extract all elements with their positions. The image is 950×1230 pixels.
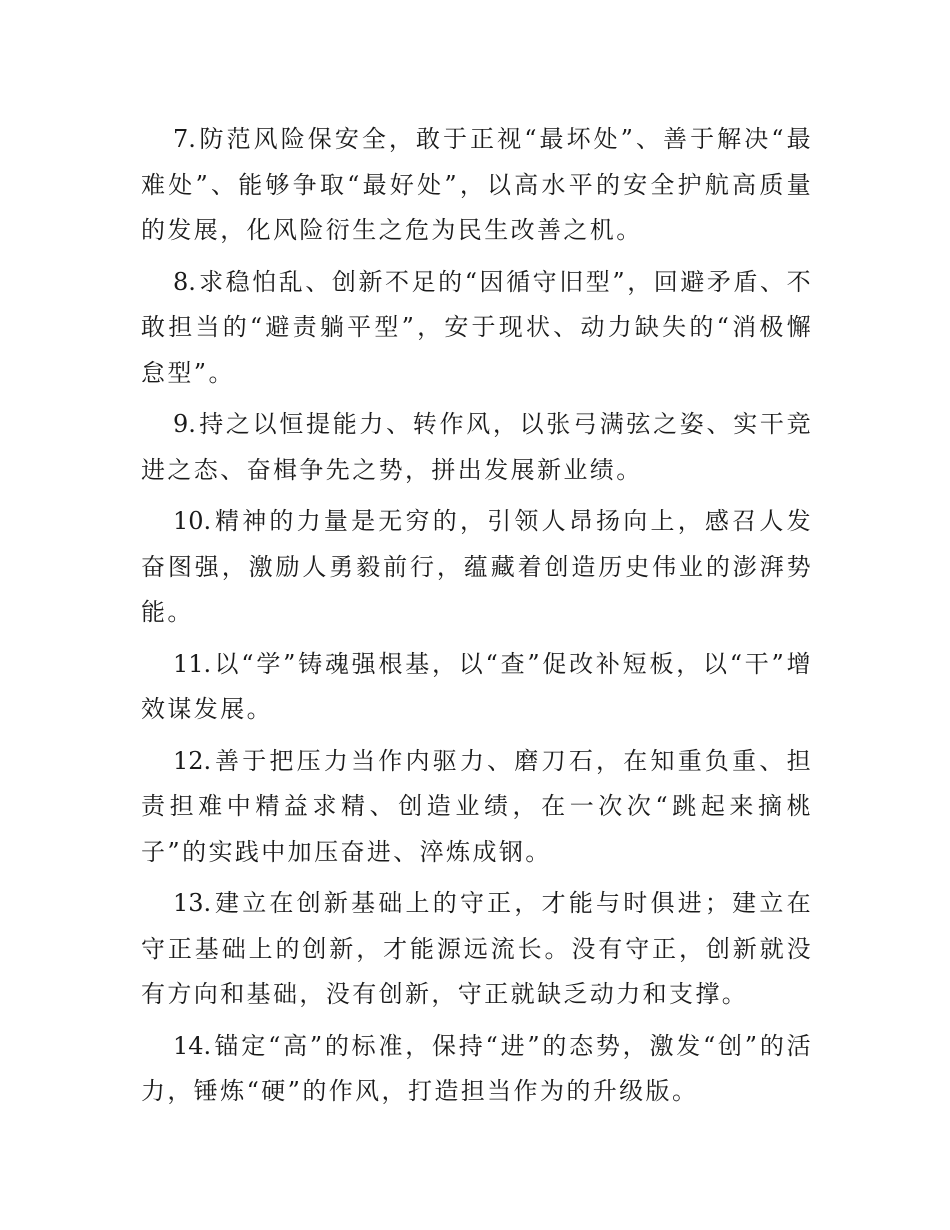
paragraph-7 [141, 117, 813, 254]
paragraph-text: 建立在创新基础上的守正，才能与时俱进；建立在守正基础上的创新，才能源远流长。没有守正，创新就没有方向和基础，没有创新，守正就缺乏动力和支撑。 [141, 889, 813, 1008]
paragraph-11 [141, 642, 813, 733]
paragraph-text: 精神的力量是无穷的，引领人昂扬向上，感召人发奋图强，激励人勇毅前行，蕴藏着创造历史伟业的澎湃势能。 [141, 507, 813, 626]
paragraph-number: 11. [173, 649, 212, 678]
paragraph-number: 14. [173, 1031, 212, 1060]
paragraph-9 [141, 402, 813, 493]
paragraph-number: 7. [173, 125, 196, 153]
paragraph-10 [141, 499, 813, 636]
paragraph-number: 13. [173, 889, 212, 917]
paragraph-13 [141, 881, 813, 1018]
paragraph-14 [141, 1024, 813, 1115]
paragraph-number: 10. [173, 507, 212, 535]
paragraph-number: 9. [173, 410, 196, 438]
paragraph-text: 锚定“高”的标准，保持“进”的态势，激发“创”的活力，锤炼“硬”的作风，打造担当作为的升级版。 [141, 1031, 813, 1105]
paragraph-12 [141, 739, 813, 876]
paragraph-text: 防范风险保安全，敢于正视“最坏处”、善于解决“最难处”、能够争取“最好处”，以高水平的安全护航高质量的发展，化风险衍生之危为民生改善之机。 [141, 125, 813, 244]
paragraph-text: 以“学”铸魂强根基，以“查”促改补短板，以“干”增效谋发展。 [141, 649, 813, 723]
paragraph-number: 8. [173, 267, 196, 296]
document-body [141, 117, 813, 1121]
paragraph-number: 12. [173, 746, 212, 775]
paragraph-text: 善于把压力当作内驱力、磨刀石，在知重负重、担责担难中精益求精、创造业绩，在一次次“跳起来摘桃子”的实践中加压奋进、淬炼成钢。 [141, 746, 813, 866]
paragraph-text: 持之以恒提能力、转作风，以张弓满弦之姿、实干竞进之态、奋楫争先之势，拼出发展新业绩。 [141, 410, 813, 484]
paragraph-text: 求稳怕乱、创新不足的“因循守旧型”，回避矛盾、不敢担当的“避责躺平型”，安于现状、动力缺失的“消极懈怠型”。 [141, 267, 813, 387]
paragraph-8 [141, 260, 813, 397]
